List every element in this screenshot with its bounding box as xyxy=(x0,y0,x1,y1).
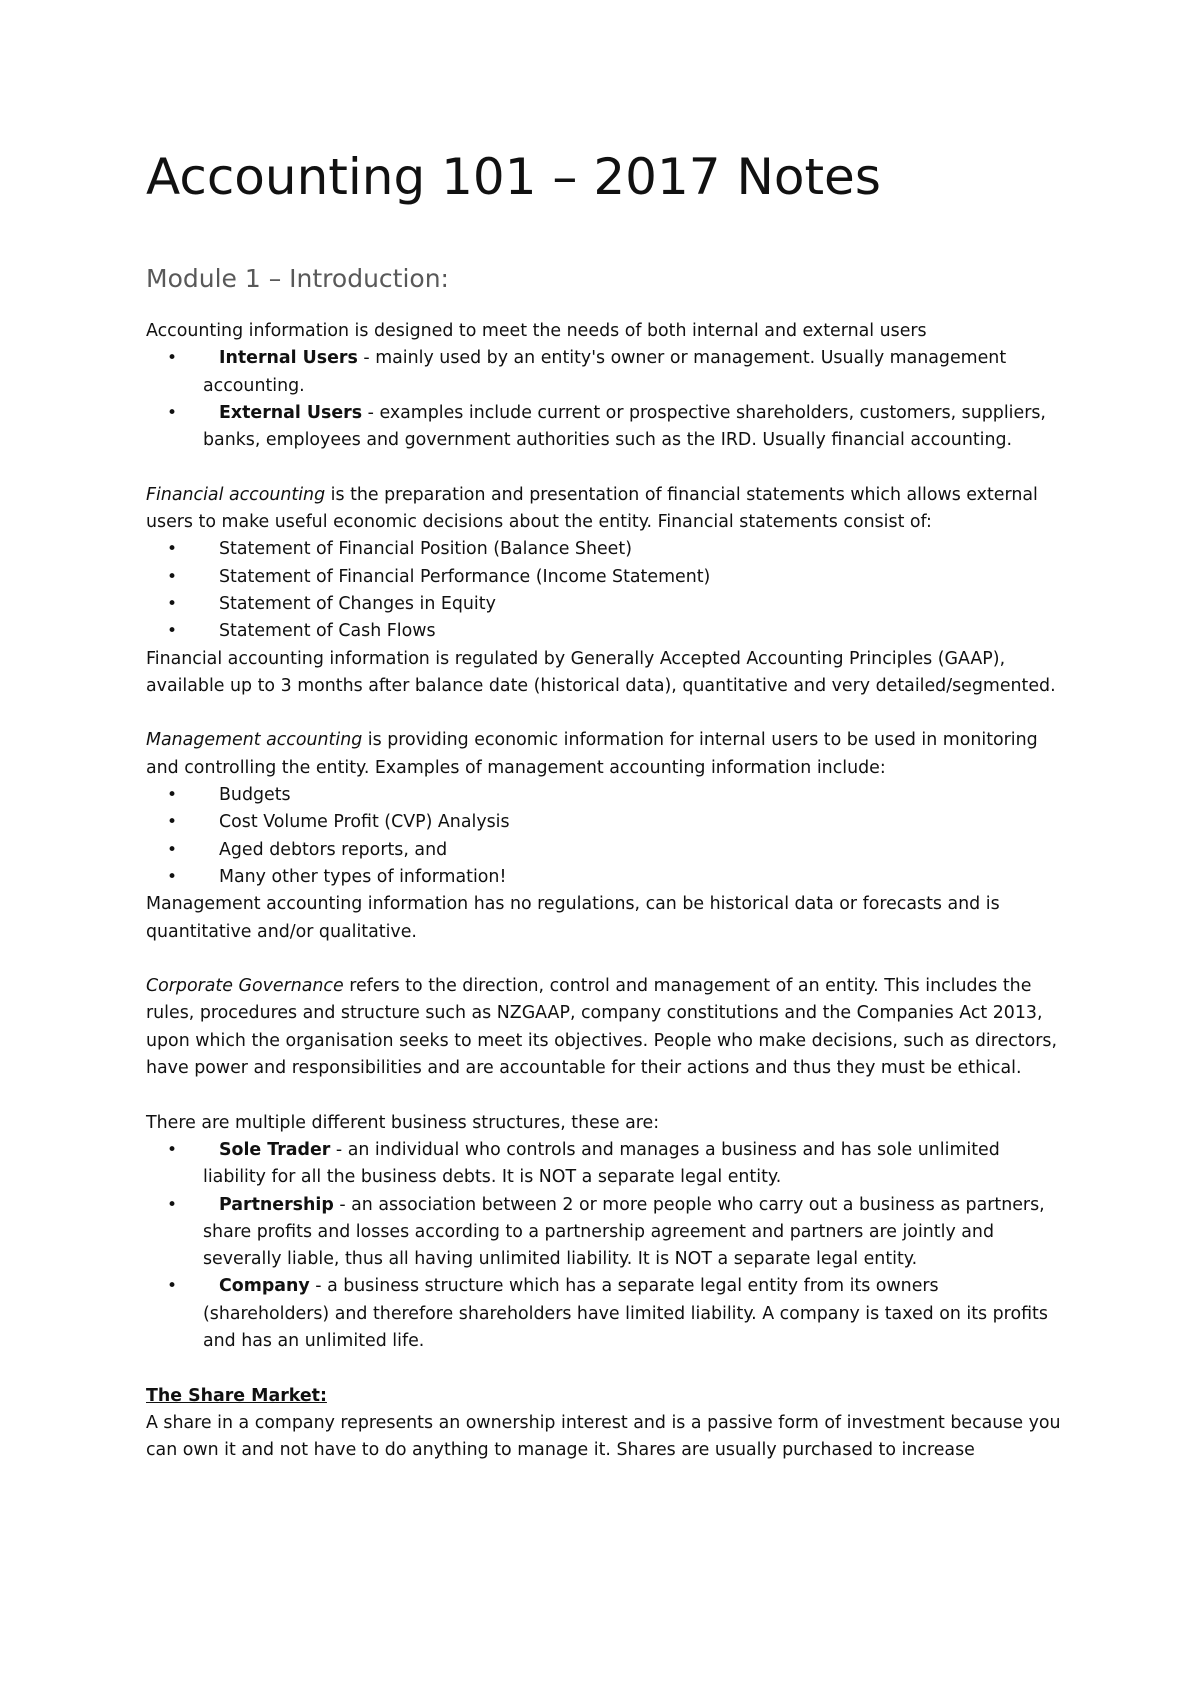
paragraph-spacer xyxy=(146,1082,1066,1109)
list-item xyxy=(146,1192,1066,1274)
list-item-text: Many other types of information! xyxy=(219,866,507,887)
bullet-icon: • xyxy=(167,566,178,587)
financial-statements-list xyxy=(146,536,1066,645)
list-item xyxy=(146,809,1066,836)
financial-regulation-paragraph: Financial accounting information is regulated by Generally Accepted Accounting Principles (GAAP), available up to 3 months after balance date (historical data), quantitative and very detailed/segmented. xyxy=(146,648,1056,696)
list-item-text: - a business structure which has a separate legal entity from its owners (shareholders) and therefore shareholders have limited liability. A company is taxed on its profits and has an unlimited life. xyxy=(203,1276,1048,1351)
financial-accounting-paragraph xyxy=(146,482,1066,537)
bullet-icon: • xyxy=(167,348,178,369)
list-item-text: Statement of Cash Flows xyxy=(219,621,436,642)
bullet-icon: • xyxy=(167,539,178,560)
paragraph-text: is the preparation and presentation of financial statements which allows external users to make useful economic decisions about the entity. Financial statements consist of: xyxy=(146,484,1038,533)
list-item-text: Cost Volume Profit (CVP) Analysis xyxy=(219,812,510,833)
list-item xyxy=(146,536,1066,563)
bullet-icon: • xyxy=(167,785,178,806)
list-item-text: Statement of Changes in Equity xyxy=(219,593,496,614)
list-item-text: Statement of Financial Position (Balance Sheet) xyxy=(219,539,632,560)
list-item-text: - an individual who controls and manages a business and has sole unlimited liability for all the business debts. It is NOT a separate legal entity. xyxy=(203,1139,1000,1188)
list-item-text: Aged debtors reports, and xyxy=(219,839,448,860)
document-title: Accounting 101 – 2017 Notes xyxy=(146,148,881,206)
business-structures-intro: There are multiple different business structures, these are: xyxy=(146,1112,660,1133)
term-company: Company xyxy=(219,1276,310,1297)
list-item xyxy=(146,1137,1066,1192)
bullet-icon: • xyxy=(167,812,178,833)
list-item xyxy=(146,400,1066,455)
bullet-icon: • xyxy=(167,1276,178,1297)
list-item-text: - an association between 2 or more people who carry out a business as partners, share profits and losses according to a partnership agreement and partners are jointly and severally liable, thus all having unlimited liability. It is NOT a separate legal entity. xyxy=(203,1194,1045,1270)
term-sole-trader: Sole Trader xyxy=(219,1139,331,1160)
list-item xyxy=(146,782,1066,809)
paragraph-text: is providing economic information for internal users to be used in monitoring and controlling the entity. Examples of management accounting information include: xyxy=(146,730,1038,778)
share-market-paragraph: A share in a company represents an ownership interest and is a passive form of investment because you can own it and not have to do anything to manage it. Shares are usually purchased to increase xyxy=(146,1412,1061,1461)
term-internal-users: Internal Users xyxy=(219,348,358,369)
list-item-text: Statement of Financial Performance (Income Statement) xyxy=(219,566,711,587)
list-item xyxy=(146,618,1066,645)
intro-paragraph: Accounting information is designed to meet the needs of both internal and external users xyxy=(146,321,927,341)
management-regulation-paragraph: Management accounting information has no regulations, can be historical data or forecasts and is quantitative and/or qualitative. xyxy=(146,894,1000,942)
management-accounting-paragraph xyxy=(146,727,1066,782)
paragraph-spacer xyxy=(146,454,1066,481)
bullet-icon: • xyxy=(167,402,178,423)
bullet-icon: • xyxy=(167,866,178,887)
list-item xyxy=(146,864,1066,891)
list-item xyxy=(146,345,1066,400)
list-item xyxy=(146,591,1066,618)
list-item-text: - examples include current or prospective shareholders, customers, suppliers, banks, employees and government authorities such as the IRD. Usually financial accounting. xyxy=(203,402,1046,451)
bullet-icon: • xyxy=(167,1194,178,1215)
management-examples-list xyxy=(146,782,1066,891)
corporate-governance-paragraph xyxy=(146,973,1066,1082)
term-management-accounting: Management accounting xyxy=(146,730,363,751)
term-financial-accounting: Financial accounting xyxy=(146,484,326,505)
paragraph-text: refers to the direction, control and management of an entity. This includes the rules, procedures and structure such as NZGAAP, company constitutions and the Companies Act 2013, upon which the organisation seeks to meet its objectives. People who make decisions, such as directors, have power and responsibilities and are accountable for their actions and thus they must be ethical. xyxy=(146,976,1057,1079)
list-item-text: Budgets xyxy=(219,785,291,806)
paragraph-spacer xyxy=(146,700,1066,727)
bullet-icon: • xyxy=(167,621,178,642)
document-body xyxy=(146,318,1066,1464)
term-external-users: External Users xyxy=(219,402,363,423)
business-structures-list xyxy=(146,1137,1066,1355)
list-item xyxy=(146,564,1066,591)
term-corporate-governance: Corporate Governance xyxy=(146,976,344,997)
share-market-heading: The Share Market: xyxy=(146,1385,327,1406)
list-item xyxy=(146,837,1066,864)
bullet-icon: • xyxy=(167,1139,178,1160)
module-heading: Module 1 – Introduction: xyxy=(146,264,449,293)
term-partnership: Partnership xyxy=(219,1194,334,1215)
list-item xyxy=(146,1273,1066,1355)
list-item-text: - mainly used by an entity's owner or management. Usually management accounting. xyxy=(203,348,1007,396)
paragraph-spacer xyxy=(146,946,1066,973)
user-types-list xyxy=(146,345,1066,454)
bullet-icon: • xyxy=(167,593,178,614)
bullet-icon: • xyxy=(167,839,178,860)
paragraph-spacer xyxy=(146,1355,1066,1382)
